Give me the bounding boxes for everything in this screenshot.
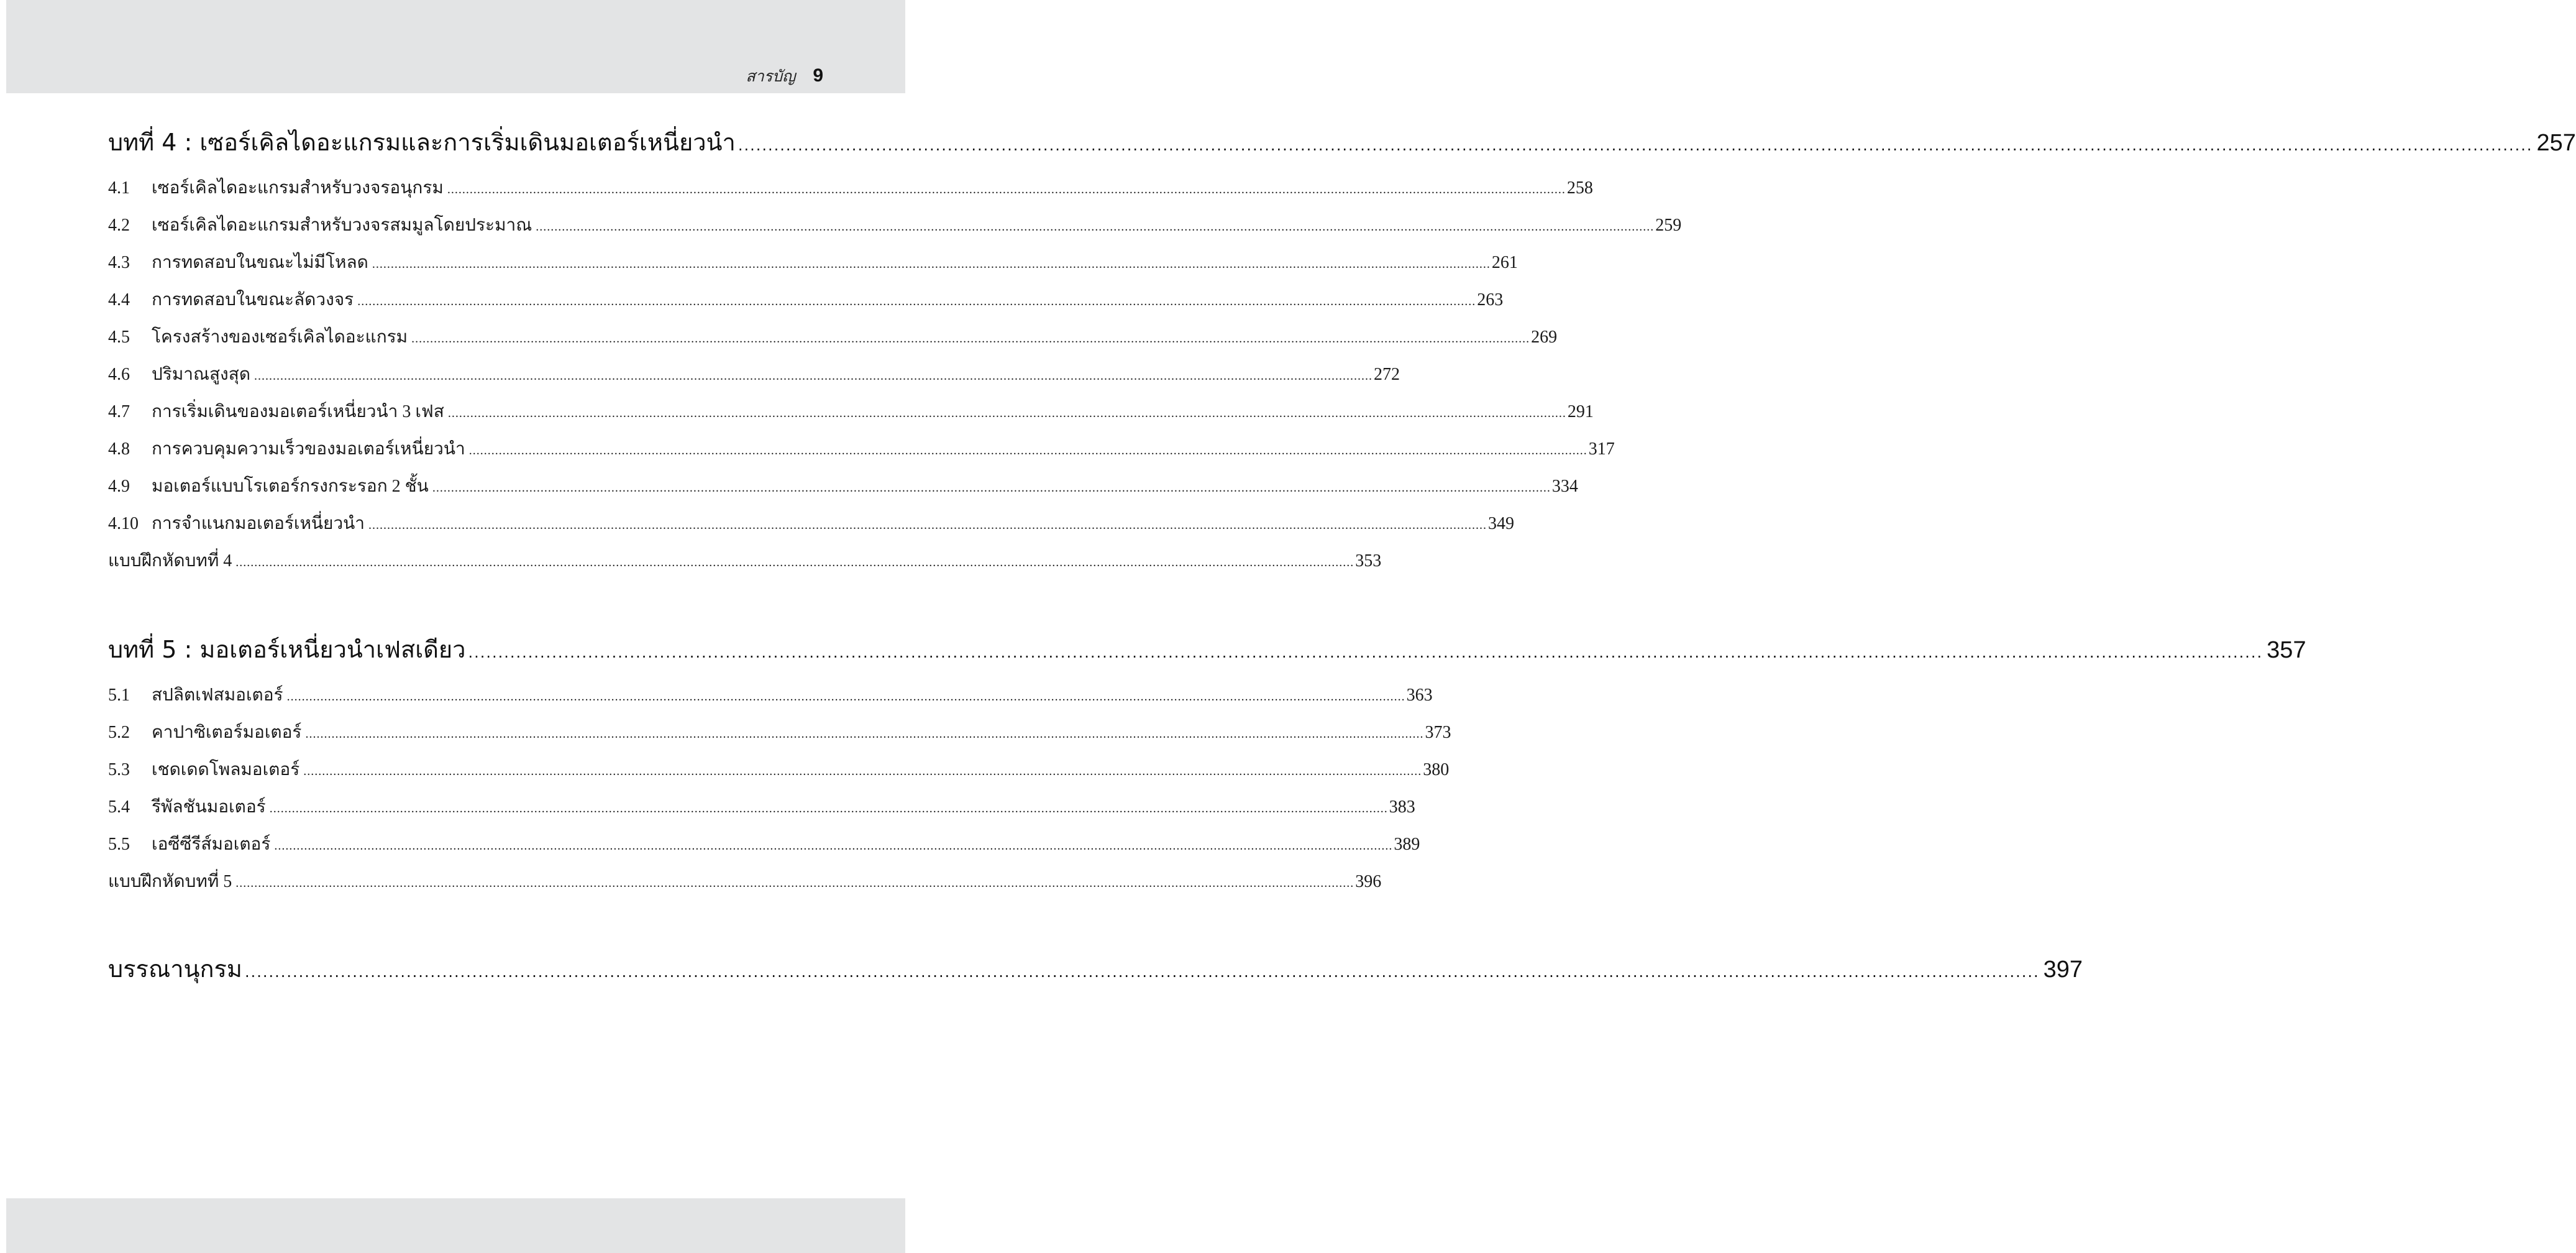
entry-title: การควบคุมความเร็วของมอเตอร์เหนี่ยวนำ: [152, 439, 465, 459]
toc-entry[interactable]: [108, 681, 1433, 718]
entry-title: การทดสอบในขณะลัดวงจร: [152, 290, 354, 310]
bibliography-heading[interactable]: [108, 950, 2083, 988]
entry-number: 4.1: [108, 178, 130, 198]
entry-page: 263: [1477, 290, 1504, 310]
toc-entry[interactable]: [108, 472, 1578, 510]
bibliography-title: บรรณานุกรม: [108, 955, 242, 983]
entry-title: รีพัลชันมอเตอร์: [152, 797, 266, 817]
entry-title: มอเตอร์แบบโรเตอร์กรงกระรอก 2 ชั้น: [152, 477, 429, 496]
leader-dots: ............................................................................................................................................................................................................................................................................................................: [235, 556, 1354, 569]
entry-title: เซอร์เคิลไดอะแกรมสำหรับวงจรอนุกรม: [152, 178, 444, 198]
entry-number: 5.4: [108, 797, 130, 817]
entry-page: 380: [1423, 760, 1450, 779]
entry-number: 4.5: [108, 328, 130, 347]
entry-page: 373: [1425, 723, 1451, 742]
entry-page: 389: [1394, 835, 1420, 854]
entry-number: 5.2: [108, 723, 130, 742]
leader-dots: ............................................................................................................................................................................................................................................................................................................: [269, 802, 1388, 815]
running-title: สารบัญ: [746, 67, 796, 85]
toc-entry[interactable]: [108, 793, 1415, 830]
entry-number: 5.1: [108, 686, 130, 705]
chapter-heading[interactable]: [108, 123, 2576, 162]
table-of-contents: [108, 123, 2576, 1001]
exercise-page: 396: [1355, 872, 1382, 891]
chapter-title: บทที่ 5 : มอเตอร์เหนี่ยวนำเฟสเดียว: [108, 636, 466, 663]
entry-title: การทดสอบในขณะไม่มีโหลด: [152, 253, 368, 272]
entry-page: 383: [1389, 797, 1415, 817]
leader-dots: ............................................................................................................................................................................................................................................................................................................: [432, 481, 1551, 495]
leader-dots: ............................................................................................................................................................................................................................................................................................................: [447, 406, 1566, 420]
entry-page: 349: [1488, 514, 1515, 533]
chapter-page: 257: [2536, 130, 2576, 156]
toc-exercise[interactable]: [108, 547, 1382, 584]
entry-page: 259: [1655, 216, 1682, 235]
chapter-title: บทที่ 4 : เซอร์เคิลไดอะแกรมและการเริ่มเดินมอเตอร์เหนี่ยวนำ: [108, 129, 736, 156]
leader-dots: ............................................................................................................................................................................................................................................................................................................: [303, 764, 1422, 778]
entry-title: เซอร์เคิลไดอะแกรมสำหรับวงจรสมมูลโดยประมาณ: [152, 216, 532, 235]
toc-entry[interactable]: [108, 435, 1615, 472]
leader-dots: ............................................................................................................................................................................................................................................................................................................: [411, 332, 1530, 346]
toc-entry[interactable]: [108, 718, 1451, 756]
entry-title: คาปาซิเตอร์มอเตอร์: [152, 723, 302, 742]
entry-number: 5.3: [108, 760, 130, 779]
leader-dots: ............................................................................................................................................................................................................................................................................................................: [244, 963, 2040, 981]
leader-dots: ............................................................................................................................................................................................................................................................................................................: [468, 644, 2263, 661]
toc-entry[interactable]: [108, 286, 1504, 323]
entry-number: 4.10: [108, 514, 139, 533]
leader-dots: ............................................................................................................................................................................................................................................................................................................: [536, 220, 1655, 234]
leader-dots: ............................................................................................................................................................................................................................................................................................................: [447, 183, 1566, 196]
toc-entry[interactable]: [108, 174, 1593, 211]
entry-page: 272: [1374, 365, 1400, 384]
leader-dots: ............................................................................................................................................................................................................................................................................................................: [372, 257, 1491, 271]
entry-number: 4.7: [108, 402, 130, 421]
leader-dots: ............................................................................................................................................................................................................................................................................................................: [274, 839, 1393, 853]
leader-dots: ............................................................................................................................................................................................................................................................................................................: [368, 518, 1487, 532]
entry-page: 261: [1491, 253, 1518, 272]
toc-entry[interactable]: [108, 249, 1518, 286]
toc-entry[interactable]: [108, 323, 1558, 360]
entry-number: 4.4: [108, 290, 130, 310]
entry-title: การจำแนกมอเตอร์เหนี่ยวนำ: [152, 514, 365, 533]
leader-dots: ............................................................................................................................................................................................................................................................................................................: [468, 444, 1587, 457]
entry-title: การเริ่มเดินของมอเตอร์เหนี่ยวนำ 3 เฟส: [152, 402, 444, 421]
leader-dots: ............................................................................................................................................................................................................................................................................................................: [357, 295, 1476, 308]
chapter-page: 357: [2267, 637, 2306, 663]
toc-exercise[interactable]: [108, 868, 1382, 905]
page-number: 9: [813, 65, 823, 86]
exercise-title: แบบฝึกหัดบทที่ 5: [108, 872, 232, 891]
bibliography-page: 397: [2043, 957, 2083, 983]
toc-entry[interactable]: [108, 756, 1450, 793]
entry-page: 363: [1406, 686, 1433, 705]
leader-dots: ............................................................................................................................................................................................................................................................................................................: [254, 369, 1373, 383]
chapter-heading[interactable]: [108, 630, 2306, 669]
entry-title: สปลิตเฟสมอเตอร์: [152, 686, 283, 705]
entry-page: 317: [1588, 439, 1615, 459]
toc-entry[interactable]: [108, 510, 1515, 547]
leader-dots: ............................................................................................................................................................................................................................................................................................................: [235, 876, 1354, 890]
leader-dots: ............................................................................................................................................................................................................................................................................................................: [286, 690, 1405, 704]
entry-page: 269: [1531, 328, 1558, 347]
exercise-title: แบบฝึกหัดบทที่ 4: [108, 551, 232, 571]
entry-page: 258: [1566, 178, 1593, 198]
toc-entry[interactable]: [108, 398, 1594, 435]
entry-number: 4.6: [108, 365, 130, 384]
entry-number: 4.9: [108, 477, 130, 496]
leader-dots: ............................................................................................................................................................................................................................................................................................................: [305, 727, 1424, 741]
toc-entry[interactable]: [108, 211, 1682, 249]
entry-title: เชดเดดโพลมอเตอร์: [152, 760, 300, 779]
entry-number: 4.3: [108, 253, 130, 272]
entry-title: โครงสร้างของเซอร์เคิลไดอะแกรม: [152, 328, 408, 347]
footer-band: [6, 1198, 905, 1253]
exercise-page: 353: [1355, 551, 1382, 571]
entry-page: 291: [1567, 402, 1594, 421]
toc-entry[interactable]: [108, 830, 1420, 868]
entry-number: 4.2: [108, 216, 130, 235]
entry-number: 4.8: [108, 439, 130, 459]
entry-title: ปริมาณสูงสุด: [152, 365, 251, 384]
running-head: [746, 64, 823, 89]
entry-title: เอซีซีรีส์มอเตอร์: [152, 835, 271, 854]
entry-page: 334: [1551, 477, 1578, 496]
toc-entry[interactable]: [108, 360, 1400, 398]
entry-number: 5.5: [108, 835, 130, 854]
leader-dots: ............................................................................................................................................................................................................................................................................................................: [738, 137, 2533, 154]
